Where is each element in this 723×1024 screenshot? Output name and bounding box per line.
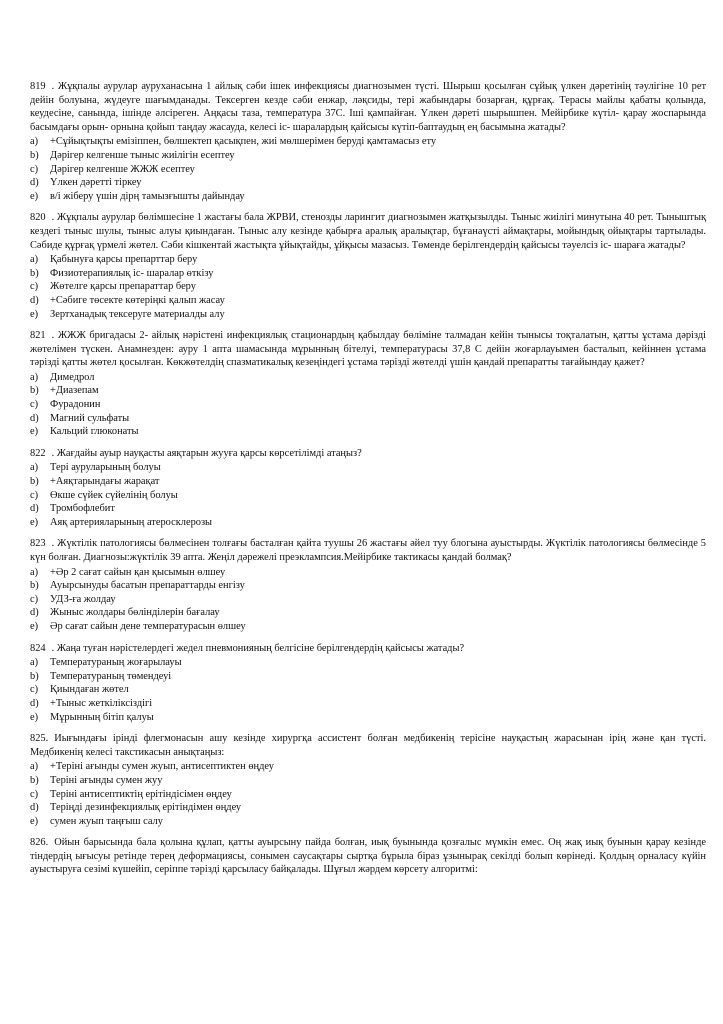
option-label: b): [30, 385, 39, 397]
option-text: Өкше сүйек сүйелінің болуы: [50, 489, 178, 501]
question-block: [30, 329, 706, 439]
answer-option: [30, 253, 706, 267]
answer-option: [30, 190, 706, 204]
answer-option: [30, 412, 706, 426]
option-text: Тромбофлебит: [50, 503, 115, 515]
option-text: +Сұйықтықты емізіппен, бөлшектеп қасықпен, жиі мөлшерімен беруді қамтамасыз ету: [50, 136, 437, 148]
question-block: [30, 642, 706, 725]
option-label: d): [30, 294, 39, 306]
option-text: сумен жуып таңғыш салу: [50, 815, 163, 827]
answer-option: [30, 711, 706, 725]
question-stem: [30, 329, 706, 370]
option-text: Дәрігер келгенше тыныс жиілігін есептеу: [50, 149, 235, 161]
question-stem: [30, 836, 706, 877]
option-label: d): [30, 607, 39, 619]
answer-option: [30, 384, 706, 398]
option-text: Дәрігер келгенше ЖЖЖ есептеу: [50, 163, 195, 175]
answer-option: [30, 176, 706, 190]
question-number: 825.: [30, 733, 49, 745]
question-text: . Жұқпалы аурулар ауруханасына 1 айлық сәби ішек инфекциясы диагнозымен түсті. Шырыш қосылған сұйық үлкен дәретінің тәулігіне 10 рет дейін болуына, жүдеуге шағымданады. Тексерген кезде сәби енжар, ләқсиды, тері жабындары бозарған, құрғақ. Терасы майлы қабаты қолында, кеудесіне, санында, ішінде әлсіреген. Аңқасы таза, температура 37С. Іші қампайған. Үлкен дәреті шырышпен. Мейірбике күтіл- қарау жоспарында басымдағы орын- орнына қойып таңдау жасауда, келесі іс- шаралардың қайсысы күтіп-баптаудың ең басымына жатады?: [30, 81, 706, 133]
option-text: Аяқ артерияларының атеросклерозы: [50, 516, 213, 528]
option-text: Ауырсынуды басатын препараттарды енгізу: [50, 580, 245, 592]
option-text: Теріні ағынды сумен жуу: [50, 774, 163, 786]
option-label: c): [30, 593, 39, 605]
option-label: a): [30, 136, 39, 148]
option-label: c): [30, 489, 39, 501]
option-text: +Тыныс жеткіліксіздігі: [50, 697, 153, 709]
option-text: Фурадонин: [50, 399, 101, 411]
option-label: e): [30, 426, 39, 438]
answer-option: [30, 135, 706, 149]
answer-option: [30, 502, 706, 516]
answer-option: [30, 425, 706, 439]
answer-option: [30, 267, 706, 281]
option-label: e): [30, 190, 39, 202]
option-text: Магний сульфаты: [50, 412, 130, 424]
option-label: a): [30, 462, 39, 474]
option-text: Кальций глюконаты: [50, 426, 139, 438]
question-stem: [30, 537, 706, 564]
question-text: . Жүктілік патологиясы бөлмесінен толғағы басталған қайта туушы 26 жастағы әйел туу блогына ауыстырды. Жүктілік патологиясы бөлмесінде 5 күн болған. Диагнозы:жүктілік 39 апта. Жеңіл дәрежелі преэклампсия.Мейірбике тактикасы қандай болмақ?: [30, 538, 706, 563]
answer-option: [30, 489, 706, 503]
option-text: Тері ауруларының болуы: [50, 462, 161, 474]
answer-option: [30, 461, 706, 475]
option-text: Үлкен дәретті тіркеу: [50, 177, 142, 189]
answer-option: [30, 516, 706, 530]
question-stem: [30, 732, 706, 759]
option-label: d): [30, 503, 39, 515]
option-label: c): [30, 281, 39, 293]
question-block: [30, 211, 706, 321]
option-label: d): [30, 412, 39, 424]
answer-option: [30, 683, 706, 697]
option-label: b): [30, 476, 39, 488]
option-label: d): [30, 802, 39, 814]
option-label: a): [30, 761, 39, 773]
option-text: +Аяқтарындағы жарақат: [50, 476, 160, 488]
question-stem: [30, 447, 706, 461]
option-text: Әр сағат сайын дене температурасын өлшеу: [50, 620, 246, 632]
option-text: Температураның жоғарылауы: [50, 657, 182, 669]
answer-option: [30, 566, 706, 580]
question-text: . Жаңа туған нәрістелердегі жедел пневмонияның белгісіне берілгендердің қайсысы жатады?: [51, 642, 465, 654]
answer-option: [30, 670, 706, 684]
answer-option: [30, 656, 706, 670]
option-label: d): [30, 177, 39, 189]
option-text: Димедрол: [50, 371, 95, 383]
question-number: 824: [30, 642, 46, 654]
answer-option: [30, 815, 706, 829]
answer-option: [30, 774, 706, 788]
option-text: Теріңді дезинфекциялық ерітіндімен өңдеу: [50, 802, 242, 814]
answer-option: [30, 308, 706, 322]
option-text: Жөтелге қарсы препараттар беру: [50, 281, 196, 293]
option-label: b): [30, 670, 39, 682]
option-text: Теріні антисептиктің ерітіндісімен өңдеу: [50, 788, 232, 800]
answer-option: [30, 371, 706, 385]
option-label: b): [30, 149, 39, 161]
option-text: в/і жіберу үшін дірң тамызғышты дайындау: [50, 190, 245, 202]
question-stem: [30, 211, 706, 252]
option-text: +Диазепам: [50, 385, 99, 397]
option-label: e): [30, 711, 39, 723]
option-label: b): [30, 580, 39, 592]
option-text: Зертханадық тексеруге материалды алу: [50, 308, 225, 320]
question-text: . ЖЖЖ бригадасы 2- айлық нәрістені инфекциялық стационардың қабылдау бөліміне талмадан кейін тынысы тоқталатын, қатты ұстама дәрізді жөтелімен түскен. Анамнезден: ауру 1 апта шамасында мұрынның бітелуі, температурасы 37,8 С дейін жоғарлауымен басталып, кейіннен ұстама тәрізді қатты жөтел қосылған. Көкжөтелдің спазматикалық кезеңіндегі ұстама тәрізді жөтелді үшін қандай препаратты тағайындау қажет?: [30, 330, 706, 369]
option-label: c): [30, 684, 39, 696]
option-text: +Әр 2 сағат сайын қан қысымын өлшеу: [50, 566, 226, 578]
question-block: [30, 836, 706, 877]
option-text: Мұрынның бітіп қалуы: [50, 711, 154, 723]
option-label: a): [30, 657, 39, 669]
document-page: [30, 80, 706, 885]
option-text: Температураның төмендеуі: [50, 670, 172, 682]
question-text: Иығындағы ірінді флегмонасын ашу кезінде хирургқа ассистент болған медбикенің терісіне науқастың жарасынан ірің және қан түсті. Медбикенің келесі такстикасын анықтаңыз:: [30, 733, 706, 758]
question-number: 820: [30, 212, 46, 224]
answer-option: [30, 475, 706, 489]
option-text: +Теріні ағынды сумен жуып, антисептиктен өңдеу: [50, 761, 274, 773]
question-number: 823: [30, 538, 46, 550]
question-text: . Жұқпалы аурулар бөлімшесіне 1 жастағы бала ЖРВИ, стенозды ларингит диагнозымен жатқызылды. Тыныс жиілігі минутына 40 рет. Тыныштық кездегі тыныс шулы, тыныс алуы қиындаған. Тыныс алу кезінде қабырға аралық аралықтар, бұғанаүсті аймақтары, мойындық ойықтары тартылады. Сәбиде құрғақ үрмелі жөтел. Сәби кішкентай жастықта ұйықтайды, ұйқысы мазасыз. Төменде берілгендердің қайсысы тәуелсіз іс- шараға жатады?: [30, 212, 706, 251]
option-label: c): [30, 788, 39, 800]
answer-option: [30, 801, 706, 815]
answer-option: [30, 398, 706, 412]
option-label: b): [30, 774, 39, 786]
answer-option: [30, 620, 706, 634]
answer-option: [30, 163, 706, 177]
question-text: Ойын барысында бала қолына құлап, қатты ауырсыну пайда болған, иық буынында қозғалыс мүмкін емес. Оң жақ иық буынын қарау кезінде тіндердің ығысуы ретінде терең деформациясы, сонымен саусақтары сыртқа бұрыла біраз ұзынырақ секілді болып көрінеді. Қолдың орналасу күйін ауыстыруға сезімі күшейіп, серіппе тәрізді қарсыласу байқалады. Шұғыл жәрдем көрсету алгоритмі:: [30, 837, 706, 876]
answer-option: [30, 149, 706, 163]
question-block: [30, 732, 706, 828]
option-label: e): [30, 620, 39, 632]
question-block: [30, 447, 706, 530]
question-number: 819: [30, 81, 46, 92]
question-stem: [30, 80, 706, 134]
option-label: d): [30, 697, 39, 709]
option-text: УДЗ-ға жолдау: [50, 593, 116, 605]
question-block: [30, 80, 706, 203]
answer-option: [30, 760, 706, 774]
option-text: Қабынуға қарсы препарттар беру: [50, 254, 198, 266]
question-stem: [30, 642, 706, 656]
answer-option: [30, 593, 706, 607]
answer-option: [30, 579, 706, 593]
question-text: . Жағдайы ауыр науқасты аяқтарын жууға қарсы көрсетілімді атаңыз?: [51, 447, 362, 459]
question-number: 821: [30, 330, 46, 342]
question-number: 822: [30, 447, 46, 459]
answer-option: [30, 294, 706, 308]
option-text: Физиотерапиялық іс- шаралар өткізу: [50, 267, 214, 279]
question-block: [30, 537, 706, 633]
answer-option: [30, 606, 706, 620]
answer-option: [30, 788, 706, 802]
question-number: 826.: [30, 837, 49, 849]
answer-option: [30, 697, 706, 711]
option-text: Қиындаған жөтел: [50, 684, 129, 696]
option-text: +Сәбиге төсекте көтеріңкі қалып жасау: [50, 294, 225, 306]
option-label: a): [30, 254, 39, 266]
option-label: e): [30, 516, 39, 528]
option-label: e): [30, 308, 39, 320]
option-label: a): [30, 371, 39, 383]
option-label: a): [30, 566, 39, 578]
answer-option: [30, 280, 706, 294]
option-label: c): [30, 399, 39, 411]
option-label: e): [30, 815, 39, 827]
option-text: Жыныс жолдары бөлінділерін бағалау: [50, 607, 220, 619]
option-label: b): [30, 267, 39, 279]
option-label: c): [30, 163, 39, 175]
